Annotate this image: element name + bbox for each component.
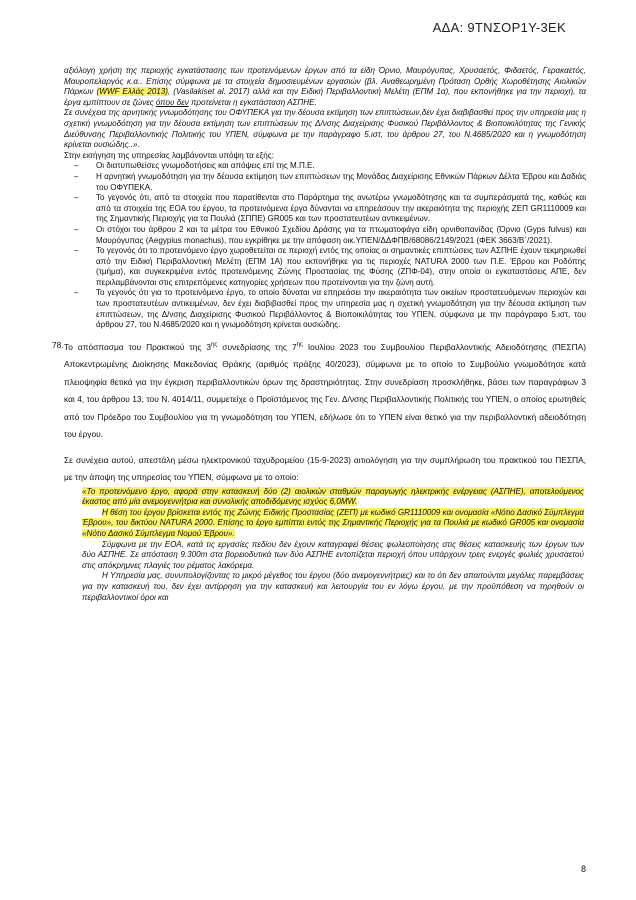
quote-para-4: Η Υπηρεσία μας, συνυπολογίζοντας το μικρό μέγεθος του έργου (δύο ανεμογεννήτριες) και το ότι δεν απαιτούνται μεγάλες παρεμβάσεις για την κατασκευή του, δεν έχει αντίρρηση για την κατασκευή και λειτουργία του εν λόγω έργου, με την προϋπόθεση να τηρηθούν οι περιβαλλοντικοί όροι και bbox=[82, 571, 584, 602]
intro-text-4: , (Vasilakiset al. 2017) αλλά και την Ειδική Περιβαλλοντική Μελέτη (ΕΠΜ 1α), που εκπονήθηκε bbox=[167, 87, 514, 97]
sup-2: ης bbox=[296, 341, 303, 348]
intro-paragraph bbox=[64, 66, 586, 151]
intro-text-5: για την περιοχή, τα έργα εμπίπτουν σε ζώνες bbox=[64, 87, 587, 107]
intro-underline: όπου δεν bbox=[155, 97, 189, 107]
item-78-post: Ιουλίου 2023 του Συμβουλίου Περιβαλλοντικής Αδειοδότησης (ΠΕΣΠΑ) Αποκεντρωμένης Διοίκησης Μακεδονίας Θράκης (αριθμός πράξης 40/2023), σύμφωνα με το οποίο το Συμβούλιο γνωμοδότησε κατά πλειοψηφία θετικά για την έγκριση περιβαλλοντικών όρων της δραστηριότητας. Στην συνεδρίαση προσκλήθηκε, βάσει των παραγράφων 3 και 4, του άρθρου 13, του Ν. 4014/11, συμμετείχε ο Προϊστάμενος της Γεν. Δ/νσης Περιβαλλοντικής Πολιτικής του ΥΠΕΝ, ο οποίος ερωτηθείς από τον Πρόεδρο του Συμβουλίου για τη γνωμοδότηση του ΥΠΕΝ, εδήλωσε ότι το ΥΠΕΝ είναι θετικό για την περιβαλλοντική αδειοδότηση του έργου. bbox=[64, 341, 586, 440]
list-item: – Η αρνητική γνωμοδότηση για την δέουσα εκτίμηση των επιπτώσεων της Μονάδας Διαχείρισης Εθνικών Πάρκων Δέλτα Έβρου και Δαδιάς του ΟΦΥΠΕΚΑ. bbox=[76, 172, 586, 193]
intro-line bbox=[64, 66, 586, 108]
item-78-pre: Το απόσπασμα του Πρακτικού της 3 bbox=[64, 341, 212, 352]
list-item: – Το γεγονός ότι για το προτεινόμενο έργο, το οποίο δύναται να επηρεάσει την ακεραιότητα των οικείων προστατευόμενων περιοχών και των προστατευτέων αντικειμένων, δεν έχει διαβιβασθεί προς την υπηρεσία μας η σχετική γνωμοδότηση για την δέουσα εκτίμηση των επιπτώσεων, της Δ/νσης Διαχείρισης Φυσικού Περιβάλλοντος & Βιοποικιλότητας του ΥΠΕΝ, σύμφωνα με την παράγραφο 5.ιστ, του άρθρου 27, του Ν.4685/2020 και η γνωμοδότηση κρίνεται ουσιώδης. bbox=[76, 288, 586, 330]
intro-text-3: δημοσιευμένων εργασιών (βλ. Αναθεωρημένη Πρόταση Ορθής Χωροθέτησης Αιολικών Πάρκων bbox=[64, 76, 587, 97]
quote-highlight-1: «Το προτεινόμενο έργο, αφορά στην κατασκευή δύο (2) αιολικών σταθμών παραγωγής ηλεκτρικής ενέργειας (ΑΣΠΗΕ), αποτελούμενος έκαστος από μία ανεμογεννήτρια και συνολικής αποδιδόμενης ισχύος 6,0MW. bbox=[82, 486, 584, 507]
item-78 bbox=[52, 337, 586, 444]
list-item: – Το γεγονός ότι, από τα στοιχεία που παρατίθενται στο Παράρτημα της ανωτέρω γνωμοδότησης και τα συμπεράσματά της, καθώς και από τα στοιχεία της ΕΟΑ του έργου, τα προτεινόμενα έργα δύνανται να επηρεάσουν την ακεραιότητα της περιοχής ΖΕΠ GR1110009 και της Σημαντικής Περιοχής για τα Πουλιά (ΣΠΠΕ) GR005 και των προστατευτέων αντικειμένων. bbox=[76, 193, 586, 225]
sup-1: ης bbox=[211, 341, 218, 348]
page-number: 8 bbox=[580, 864, 586, 874]
item-number: 78. bbox=[52, 339, 64, 350]
quote-highlight-2: Η θέση του έργου βρίσκεται εντός της Ζώνης Ειδικής Προστασίας (ΖΕΠ) με κωδικό GR1110009 και ονομασία «Νότιο Δασικό Σύμπλεγμα Έβρου», του δικτύου NATURA 2000. Επίσης το έργο εμπίπτει εντός της Σημαντικής Περιοχής για τα Πουλιά με κωδικό GR005 και ονομασία «Νότιο Δασικό Σύμπλεγμα Νομού Έβρου». bbox=[82, 507, 584, 539]
reasons-lead: Στην εισήγηση της υπηρεσίας λαμβάνονται υπόψη τα εξής: bbox=[64, 150, 274, 160]
list-item: – Το γεγονός ότι το προτεινόμενο έργο χωροθετείται σε περιοχή εντός της οποίας οι σημαντικές επιπτώσεις των ΑΣΠΗΕ έχουν τεκμηριωθεί από την Ειδική Περιβαλλοντική Μελέτη (ΕΠΜ 1Α) που εκπονήθηκε για τις περιοχές NATURA 2000 των Π.Ε. Έβρου και Ροδόπης (τμήμα), και συγκεκριμένα εντός προτεινόμενης Ζώνης Προστασίας της Φύσης (ΖΠΦ-04), στην οποία οι εγκαταστάσεις ΑΠΕ, δεν περιλαμβάνονται στις επιτρεπόμενες κατηγορίες χρήσεων που προτείνονται για την ζώνη αυτή. bbox=[76, 246, 586, 288]
quote-para-3: Σύμφωνα με την ΕΟΑ, κατά τις εργασίες πεδίου δεν έχουν καταγραφεί θέσεις φωλεοποίησης στις θέσεις κατασκευής των έργων των δύο ΑΣΠΗΕ. Σε απόσταση 9.300m στα βορειοδυτικά των δύο ΑΣΠΗΕ εντοπίζεται περιοχή όπου υπάρχουν τρεις ενεργές φωλιές χρυσαετού στις απόκρημνες πλαγιές του ρέματος λακόρεμα. bbox=[82, 539, 584, 570]
intro-text-1: αξιόλογη χρήση της περιοχής εγκατάστασης των προτεινόμενων έργων από τα είδη Όρνιο, Μαυρόγυπας, bbox=[64, 66, 456, 75]
quote-para-1 bbox=[82, 487, 584, 508]
item-78-mid: συνεδρίασης της 7 bbox=[217, 341, 297, 352]
item-78-text bbox=[64, 337, 586, 444]
list-item: – Οι στόχοι του άρθρου 2 και τα μέτρα του Εθνικού Σχεδίου Δράσης για τα πτωματοφάγα είδη ορνιθοπανίδας (Όρνιο (Gyps fulvus) και Μαυρόγυπας (Aegypius monachus), που εγκρίθηκε με την απόφαση οικ.ΥΠΕΝ/ΔΔΦΠΒ/68086/2149/2021 (ΦΕΚ 3663/Β΄/2021). bbox=[76, 225, 586, 246]
intro-text-2: Χρυσαετός, Φιδαετός, Γερακαετός, Μαυροπελαργός κ.α.. Επίσης σύμφωνα με τα στοιχεία bbox=[64, 66, 587, 86]
reasons-list bbox=[64, 161, 586, 331]
quote-para-2 bbox=[82, 508, 584, 540]
intro-text-6: προτείνεται η εγκατάσταση ΑΣΠΗΕ. bbox=[188, 97, 317, 107]
ada-header: ΑΔΑ: 9ΤΝΣΟΡ1Υ-3ΕΚ bbox=[432, 20, 566, 35]
wwf-highlight: (WWF Ελλάς 2013) bbox=[96, 87, 168, 97]
quote-block bbox=[74, 487, 584, 604]
list-item: – Οι διατυπωθείσες γνωμοδοτήσεις και απόψεις επί της Μ.Π.Ε. bbox=[76, 161, 586, 172]
document-body bbox=[52, 66, 587, 603]
intro-paragraph-2: Σε συνέχεια της αρνητικής γνωμοδότησης του ΟΦΥΠΕΚΑ για την δέουσα εκτίμηση των επιπτώσεων,δεν έχει διαβιβασθεί προς την υπηρεσία μας η σχετική γνωμοδότηση για την δέουσα εκτίμηση των επιπτώσεων της Δ/νσης Διαχείρισης Φυσικού Περιβάλλοντος & Βιοποικιλότητας της Γενικής Διεύθυνσης Περιβαλλοντικής Πολιτικής του ΥΠΕΝ, σύμφωνα με την παράγραφο 5.ιστ, του άρθρου 27, του Ν.4685/2020 και η γνωμοδότηση κρίνεται ουσιώδης..». bbox=[64, 108, 586, 150]
followup-paragraph: Σε συνέχεια αυτού, απεστάλη μέσω ηλεκτρονικού ταχυδρομείου (15-9-2023) αιτιολόγηση για την συμπλήρωση του πρακτικού του ΠΕΣΠΑ, με την άποψη της υπηρεσίας του ΥΠΕΝ, σύμφωνα με το οποίο: bbox=[64, 454, 586, 483]
spacer bbox=[64, 444, 586, 452]
